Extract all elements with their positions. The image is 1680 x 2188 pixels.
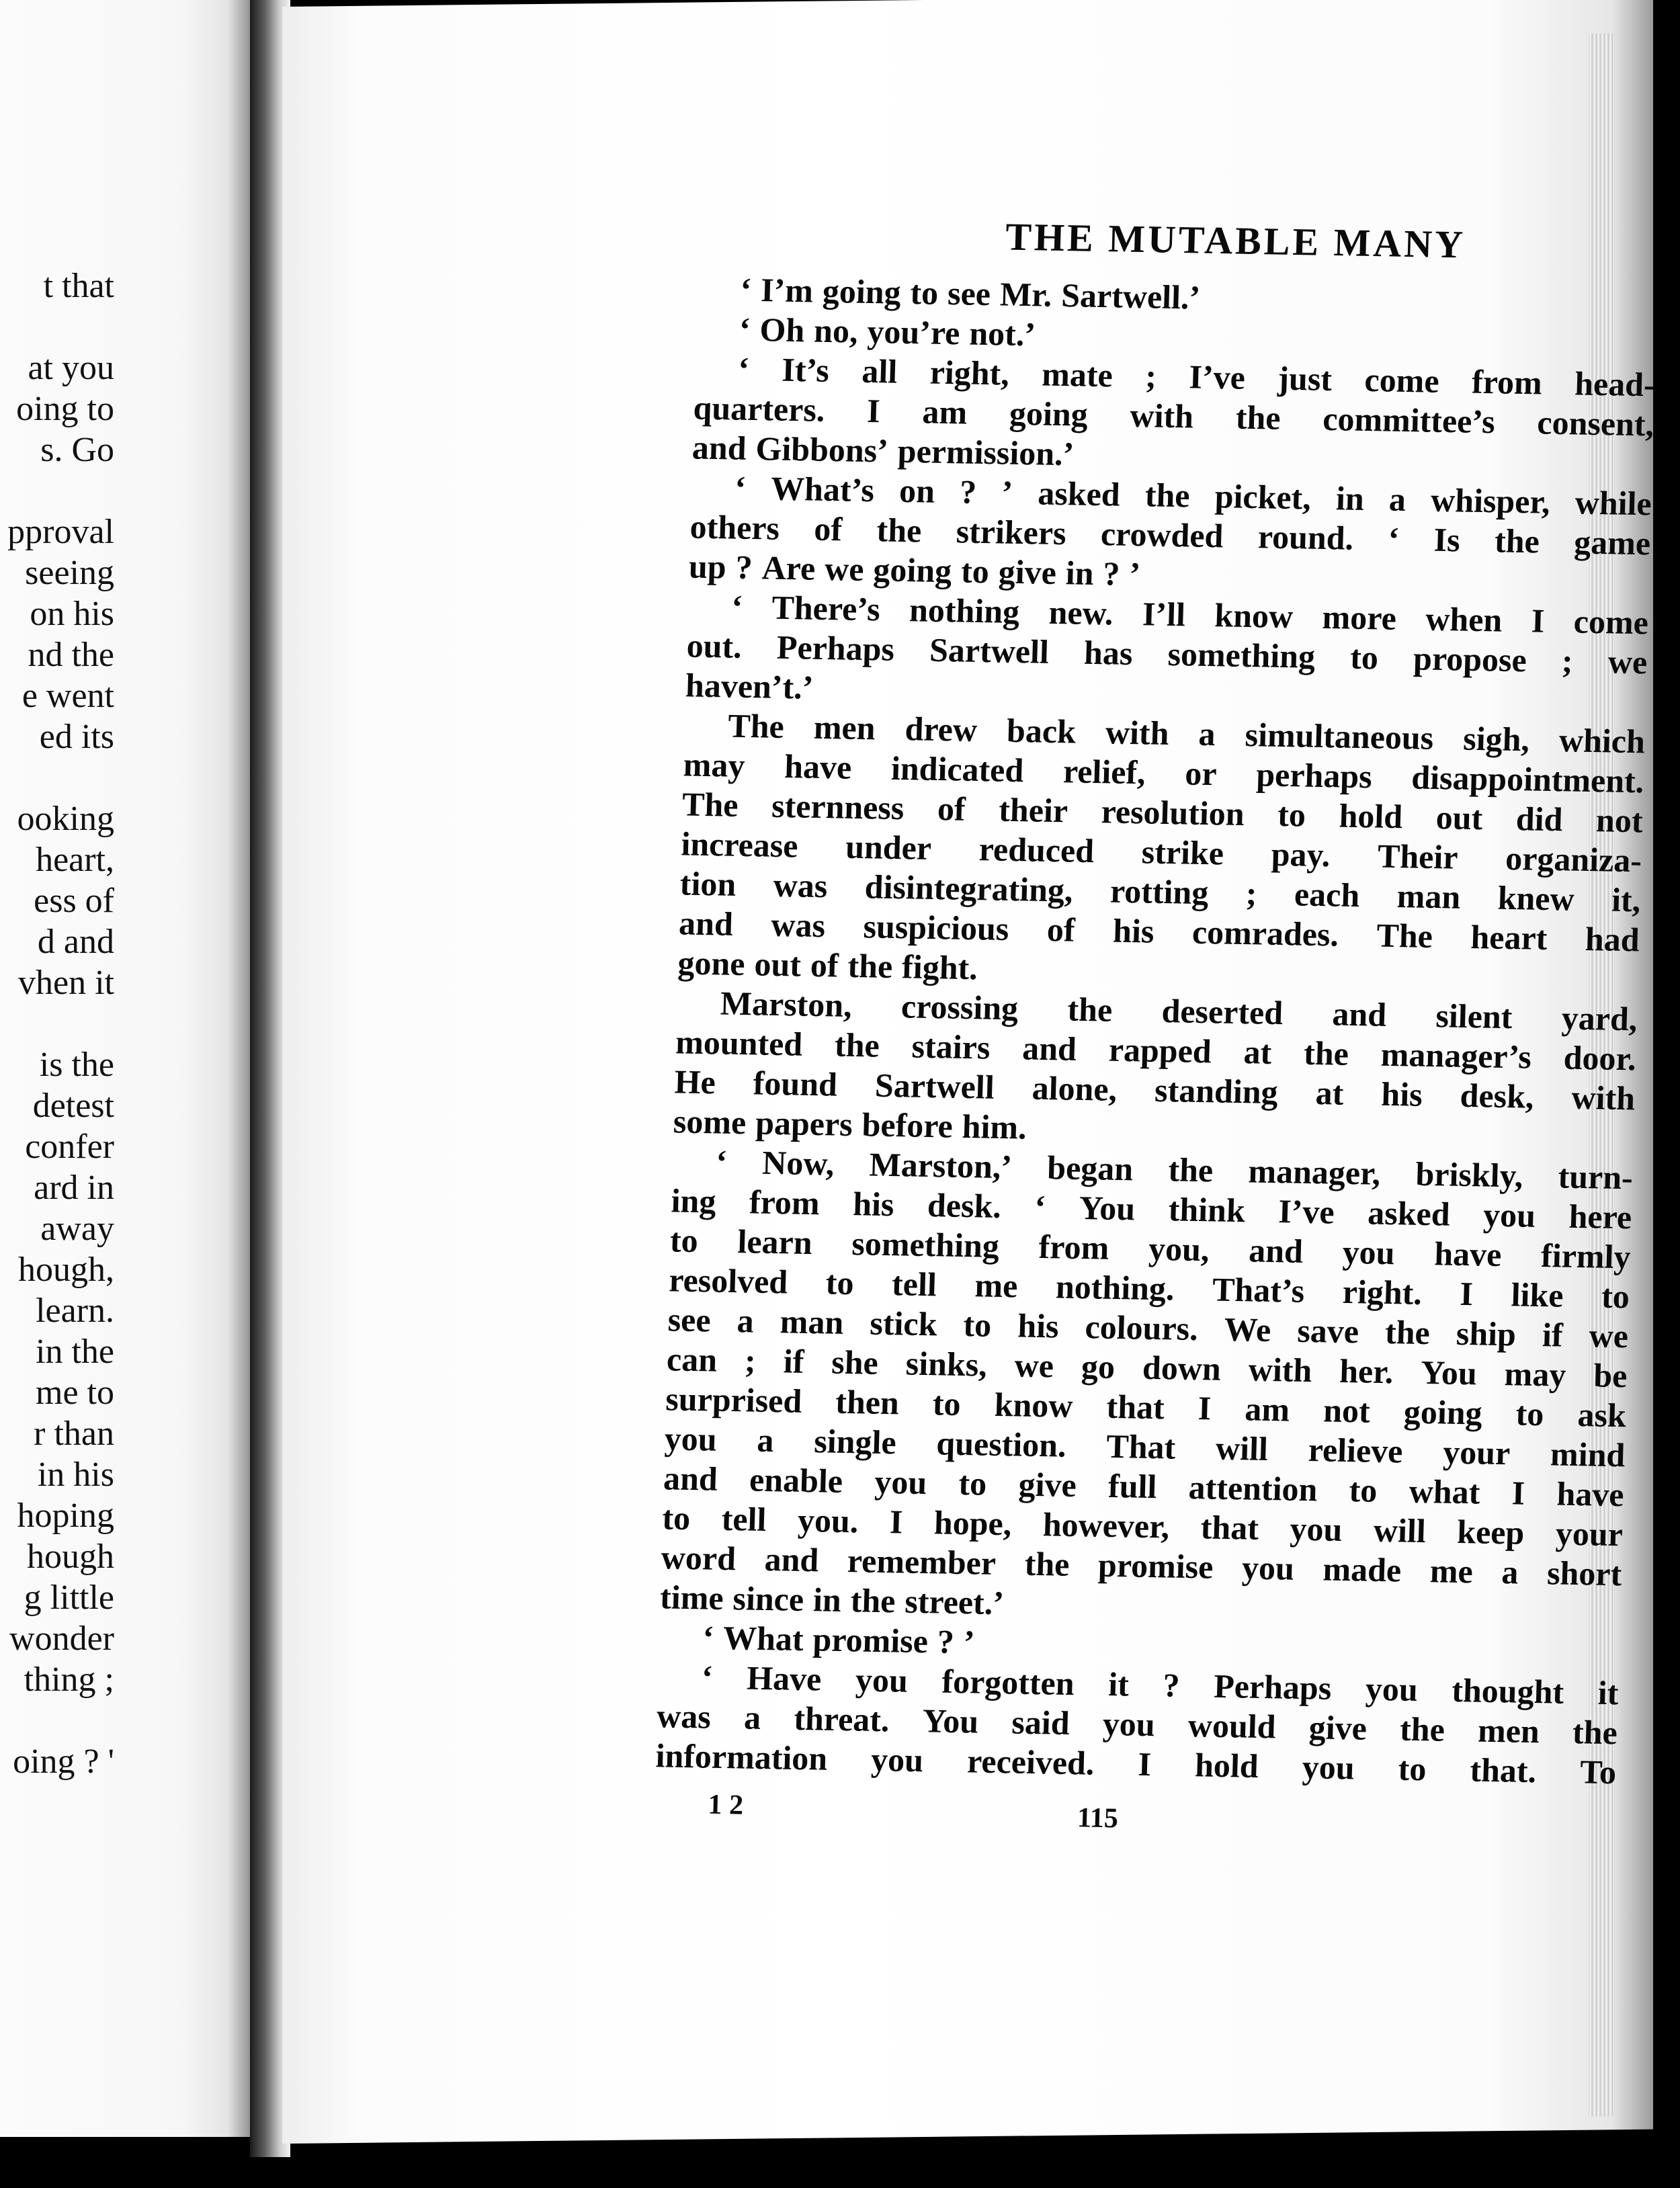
text-line: Marston, crossing the deserted and silent yard,: [720, 984, 1638, 1038]
text-line: up ? Are we going to give in ? ’: [688, 547, 1141, 593]
facing-page-line: is the: [39, 1046, 114, 1084]
text-line: resolved to tell me nothing. That’s right. I like to: [668, 1261, 1630, 1316]
text-line: tion was disintegrating, rotting ; each man knew it,: [679, 864, 1642, 919]
page-number: 115: [1077, 1802, 1119, 1835]
facing-page-line: on his: [30, 595, 114, 633]
text-line: The sternness of their resolution to hold out did not: [681, 785, 1644, 840]
signature-mark: 1 2: [707, 1789, 744, 1821]
facing-page-line: wonder: [9, 1619, 114, 1658]
facing-page-line: away: [40, 1210, 114, 1248]
text-line: ‘ Oh no, you’re not.’: [739, 310, 1036, 353]
facing-page-line: [0, 470, 114, 511]
page-right: [282, 0, 1656, 2144]
facing-page-line: at you: [28, 349, 114, 387]
facing-page-line: in the: [36, 1333, 114, 1371]
text-line: The men drew back with a simultaneous sigh, which: [727, 706, 1646, 761]
text-line: haven’t.’: [685, 666, 814, 706]
facing-page-line: s. Go: [40, 431, 114, 469]
facing-page-line: heart,: [36, 841, 114, 879]
text-line: see a man stick to his colours. We save the ship if we: [667, 1300, 1629, 1355]
facing-page-line: ard in: [34, 1169, 114, 1207]
text-line: ing from his desk. ‘ You think I’ve asked you here: [670, 1181, 1632, 1236]
text-line: gone out of the fight.: [677, 943, 978, 987]
facing-page-line: confer: [25, 1128, 114, 1166]
text-line: ‘ There’s nothing new. I’ll know more when I come: [730, 587, 1649, 642]
facing-page-left: [0, 0, 259, 2137]
body-text: [655, 269, 1658, 1792]
facing-page-line: t that: [43, 267, 114, 305]
text-line: ‘ I’m going to see Mr. Sartwell.’: [739, 270, 1201, 317]
facing-page-line: hough: [27, 1538, 114, 1576]
facing-page-text: [0, 265, 114, 1782]
text-line: can ; if she sinks, we go down with her. You may be: [666, 1340, 1628, 1395]
text-line: ‘ What promise ? ’: [702, 1618, 976, 1661]
text-line: and Gibbons’ permission.’: [691, 428, 1075, 473]
facing-page-line: pproval: [7, 513, 114, 551]
text-line: may have indicated relief, or perhaps disappointment.: [683, 745, 1645, 800]
text-line: some papers before him.: [673, 1102, 1027, 1146]
facing-page-line: me to: [36, 1374, 114, 1412]
facing-page-line: in his: [37, 1456, 114, 1494]
facing-page-line: vhen it: [18, 964, 114, 1002]
facing-page-line: learn.: [36, 1292, 114, 1330]
text-line: ‘ Now, Marston,’ began the manager, briskly, turn-: [715, 1142, 1634, 1197]
facing-page-line: r than: [34, 1415, 114, 1453]
text-line: He found Sartwell alone, standing at his desk, with: [673, 1062, 1636, 1118]
facing-page-line: hoping: [17, 1497, 114, 1535]
facing-page-line: [0, 757, 114, 798]
text-line: surprised then to know that I am not going to ask: [665, 1380, 1627, 1435]
facing-page-line: d and: [37, 923, 114, 961]
facing-page-line: [0, 306, 114, 347]
page-footer: [654, 1787, 1615, 1845]
text-line: was a threat. You said you would give the men the: [656, 1697, 1618, 1752]
text-line: quarters. I am going with the committee’s consent,: [692, 388, 1654, 444]
text-line: ‘ It’s all right, mate ; I’ve just come from head-: [737, 349, 1656, 404]
facing-page-line: [0, 1700, 114, 1741]
text-line: ‘ What’s on ? ’ asked the picket, in a whisper, while: [734, 468, 1652, 523]
text-line: word and remember the promise you made me a short: [661, 1538, 1623, 1593]
text-line: mounted the stairs and rapped at the manager’s door.: [675, 1023, 1637, 1078]
text-line: increase under reduced strike pay. Their organiza-: [680, 825, 1642, 880]
facing-page-line: [0, 1003, 114, 1044]
facing-page-line: ess of: [34, 882, 114, 920]
facing-page-line: g little: [24, 1579, 114, 1617]
facing-page-line: nd the: [28, 636, 114, 674]
facing-page-line: hough,: [18, 1251, 114, 1289]
facing-page-line: ed its: [39, 718, 114, 756]
facing-page-line: e went: [22, 677, 114, 715]
facing-page-line: oing ? ': [13, 1742, 114, 1781]
page-content: [654, 208, 1660, 1845]
facing-page-line: seeing: [25, 554, 114, 592]
facing-page-line: ooking: [17, 800, 114, 838]
text-line: and was suspicious of his comrades. The heart had: [678, 904, 1640, 959]
text-line: time since in the street.’: [659, 1578, 1005, 1622]
text-line: ‘ Have you forgotten it ? Perhaps you thought it: [701, 1658, 1620, 1712]
text-line: to tell you. I hope, however, that you will keep your: [661, 1499, 1624, 1554]
facing-page-line: oing to: [16, 390, 114, 428]
text-line: and enable you to give full attention to what I have: [663, 1459, 1625, 1514]
text-line: to learn something from you, and you have firmly: [669, 1221, 1632, 1276]
text-line: you a single question. That will relieve your mind: [664, 1419, 1626, 1474]
facing-page-line: detest: [32, 1087, 114, 1125]
facing-page-line: thing ;: [24, 1660, 114, 1699]
text-line: others of the strikers crowded round. ‘ Is the game: [689, 507, 1651, 562]
text-line: information you received. I hold you to that. To: [655, 1736, 1617, 1792]
text-line: out. Perhaps Sartwell has something to propose ; we: [686, 626, 1648, 681]
running-head: THE MUTABLE MANY: [1005, 214, 1466, 267]
